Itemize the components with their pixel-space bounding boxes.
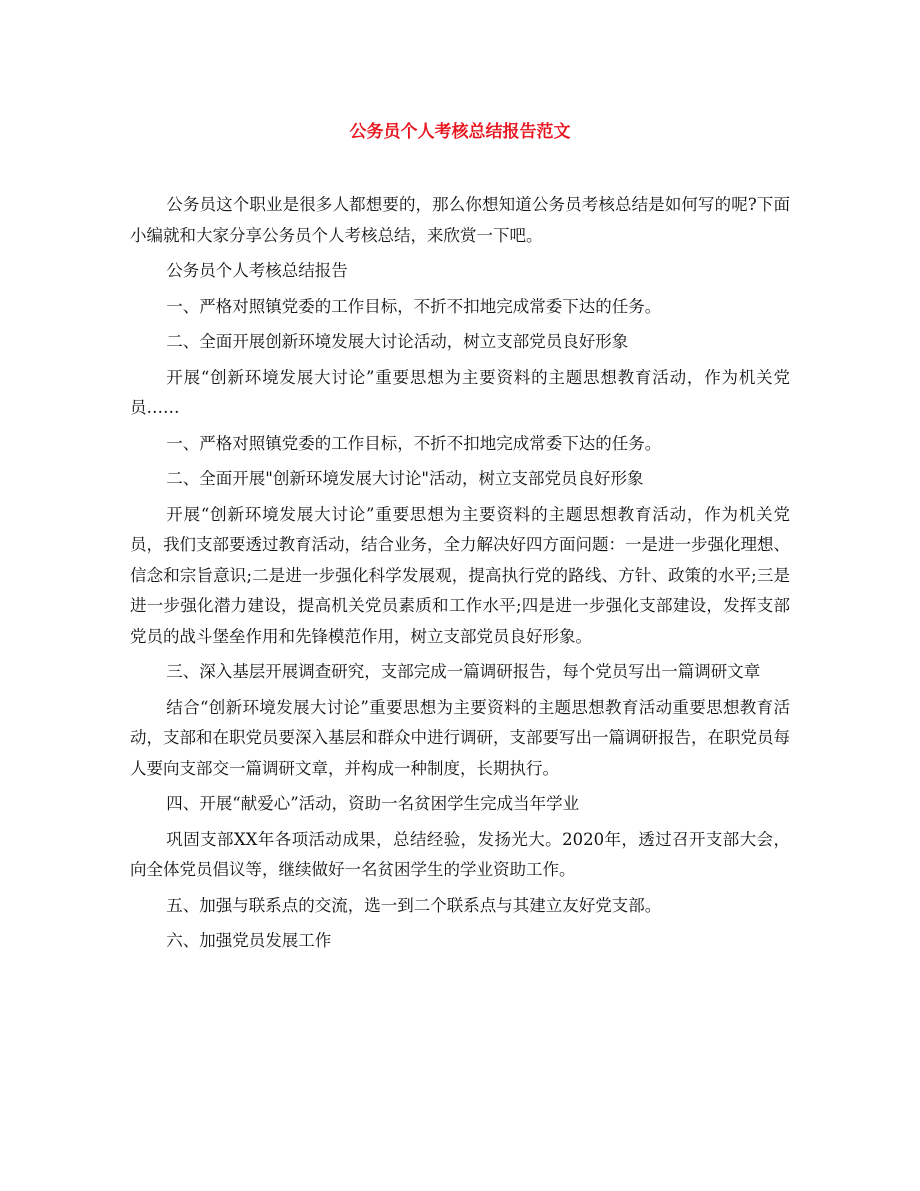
paragraph: 一、严格对照镇党委的工作目标，不折不扣地完成常委下达的任务。 xyxy=(166,296,662,316)
document-body xyxy=(130,190,790,962)
paragraph: 巩固支部XX年各项活动成果，总结经验，发扬光大。2020年，透过召开支部大会，向全体党员倡议等，继续做好一名贫困学生的学业资助工作。 xyxy=(130,829,790,879)
paragraph: 结合“创新环境发展大讨论”重要思想为主要资料的主题思想教育活动重要思想教育活动，支部和在职党员要深入基层和群众中进行调研，支部要写出一篇调研报告，在职党员每人要向支部交一篇调研文章，并构成一种制度，长期执行。 xyxy=(130,697,790,778)
paragraph: 五、加强与联系点的交流，选一到二个联系点与其建立友好党支部。 xyxy=(166,895,662,915)
paragraph: 三、深入基层开展调查研究，支部完成一篇调研报告，每个党员写出一篇调研文章 xyxy=(166,662,761,681)
paragraph: 开展“创新环境发展大讨论”重要思想为主要资料的主题思想教育活动，作为机关党员，我们支部要透过教育活动，结合业务，全力解决好四方面问题：一是进一步强化理想、信念和宗旨意识;二是进一步强化科学发展观，提高执行党的路线、方针、政策的水平;三是进一步强化潜力建设，提高机关党员素质和工作水平;四是进一步强化支部建设，发挥支部党员的战斗堡垒作用和先锋模范作用，树立支部党员良好形象。 xyxy=(130,504,790,646)
paragraph: 二、全面开展"创新环境发展大讨论"活动，树立支部党员良好形象 xyxy=(166,469,644,488)
paragraph: 开展“创新环境发展大讨论”重要思想为主要资料的主题思想教育活动，作为机关党员…… xyxy=(130,367,790,417)
paragraph: 二、全面开展创新环境发展大讨论活动，树立支部党员良好形象 xyxy=(166,332,629,351)
paragraph: 公务员个人考核总结报告 xyxy=(166,261,348,280)
paragraph: 六、加强党员发展工作 xyxy=(166,931,332,950)
paragraph: 四、开展“献爱心”活动，资助一名贫困学生完成当年学业 xyxy=(166,794,580,813)
paragraph: 一、严格对照镇党委的工作目标，不折不扣地完成常委下达的任务。 xyxy=(166,433,662,453)
document-title: 公务员个人考核总结报告范文 xyxy=(349,122,571,142)
paragraph: 公务员这个职业是很多人都想要的，那么你想知道公务员考核总结是如何写的呢?下面小编就和大家分享公务员个人考核总结，来欣赏一下吧。 xyxy=(130,195,790,245)
